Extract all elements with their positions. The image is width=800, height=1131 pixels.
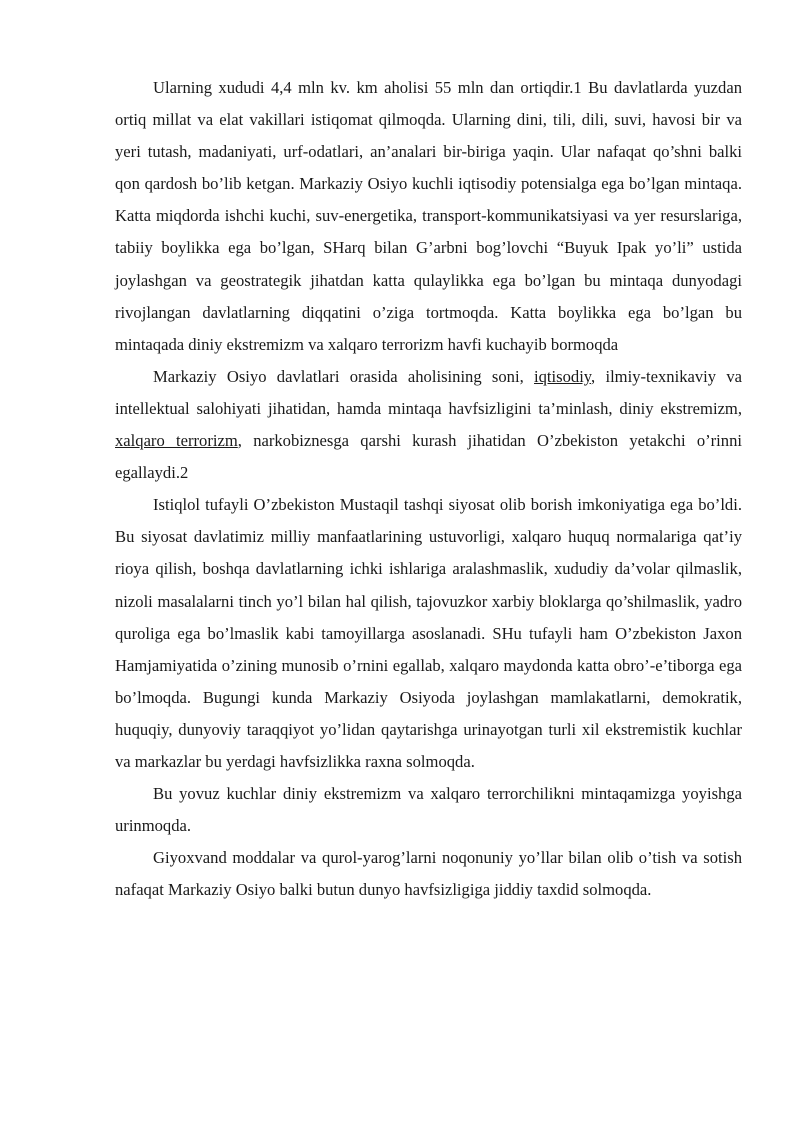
paragraph-5-text: Giyoxvand moddalar va qurol-yarog’larni noqonuniy yo’llar bilan olib o’tish va sotish nafaqat Markaziy Osiyo balki butun dunyo havfsizligiga jiddiy taxdid solmoqda. — [115, 848, 742, 900]
paragraph-3 — [115, 489, 742, 778]
document-page — [115, 72, 742, 906]
paragraph-1-text: Ularning xududi 4,4 mln kv. km aholisi 55 mln dan ortiqdir.1 Bu davlatlarda yuzdan ortiq millat va elat vakillari istiqomat qilmoqda. Ularning dini, tili, dili, suvi, havosi bir va yeri tutash, madaniyati, urf-odatlari, an’analari bir-biriga yaqin. Ular nafaqat qo’shni balki qon qardosh bo’lib ketgan. Markaziy Osiyo kuchli iqtisodiy potensialga ega bo’lgan mintaqa. Katta miqdorda ishchi kuchi, suv-energetika, transport-kommunikatsiyasi va yer resurslariga, tabiiy boylikka ega bo’lgan, SHarq bilan G’arbni bog’lovchi “Buyuk Ipak yo’li” ustida joylashgan va geostrategik jihatdan katta qulaylikka ega bo’lgan bu mintaqa dunyodagi rivojlangan davlatlarning diqqatini o’ziga tortmoqda. Katta boylikka ega bo’lgan bu mintaqada diniy ekstremizm va xalqaro terrorizm havfi kuchayib bormoqda — [115, 78, 742, 354]
paragraph-4 — [115, 778, 742, 842]
paragraph-2 — [115, 361, 742, 489]
link-xalqaro-terrorizm[interactable]: xalqaro terrorizm — [115, 431, 238, 451]
paragraph-5 — [115, 842, 742, 906]
paragraph-2-text-end: , narkobiznesga qarshi kurash jihatidan O’zbekiston yetakchi o’rinni egallaydi.2 — [115, 431, 742, 483]
paragraph-2-text-start: Markaziy Osiyo davlatlari orasida aholisining soni, — [153, 366, 535, 386]
paragraph-1 — [115, 72, 742, 361]
link-iqtisodiy[interactable]: iqtisodiy — [534, 366, 592, 386]
paragraph-2-text-middle: , ilmiy-texnikaviy va intellektual salohiyati jihatidan, hamda mintaqa havfsizligini ta’minlash, diniy ekstremizm, — [115, 366, 742, 418]
paragraph-4-text: Bu yovuz kuchlar diniy ekstremizm va xalqaro terrorchilikni mintaqamizga yoyishga urinmoqda. — [115, 784, 742, 836]
paragraph-3-text: Istiqlol tufayli O’zbekiston Mustaqil tashqi siyosat olib borish imkoniyatiga ega bo’ldi. Bu siyosat davlatimiz milliy manfaatlarining ustuvorligi, xalqaro huquq normalariga qat’iy rioya qilish, boshqa davlatlarning ichki ishlariga aralashmaslik, xududiy da’volar qilmaslik, nizoli masalalarni tinch yo’l bilan hal qilish, tajovuzkor xarbiy bloklarga qo’shilmaslik, yadro quroliga ega bo’lmaslik kabi tamoyillarga asoslanadi. SHu tufayli ham O’zbekiston Jaxon Hamjamiyatida o’zining munosib o’rnini egallab, xalqaro maydonda katta obro’-e’tiborga ega bo’lmoqda. Bugungi kunda Markaziy Osiyoda joylashgan mamlakatlarni, demokratik, huquqiy, dunyoviy taraqqiyot yo’lidan qaytarishga urinayotgan turli xil ekstremistik kuchlar va markazlar bu yerdagi havfsizlikka raxna solmoqda. — [115, 495, 742, 771]
